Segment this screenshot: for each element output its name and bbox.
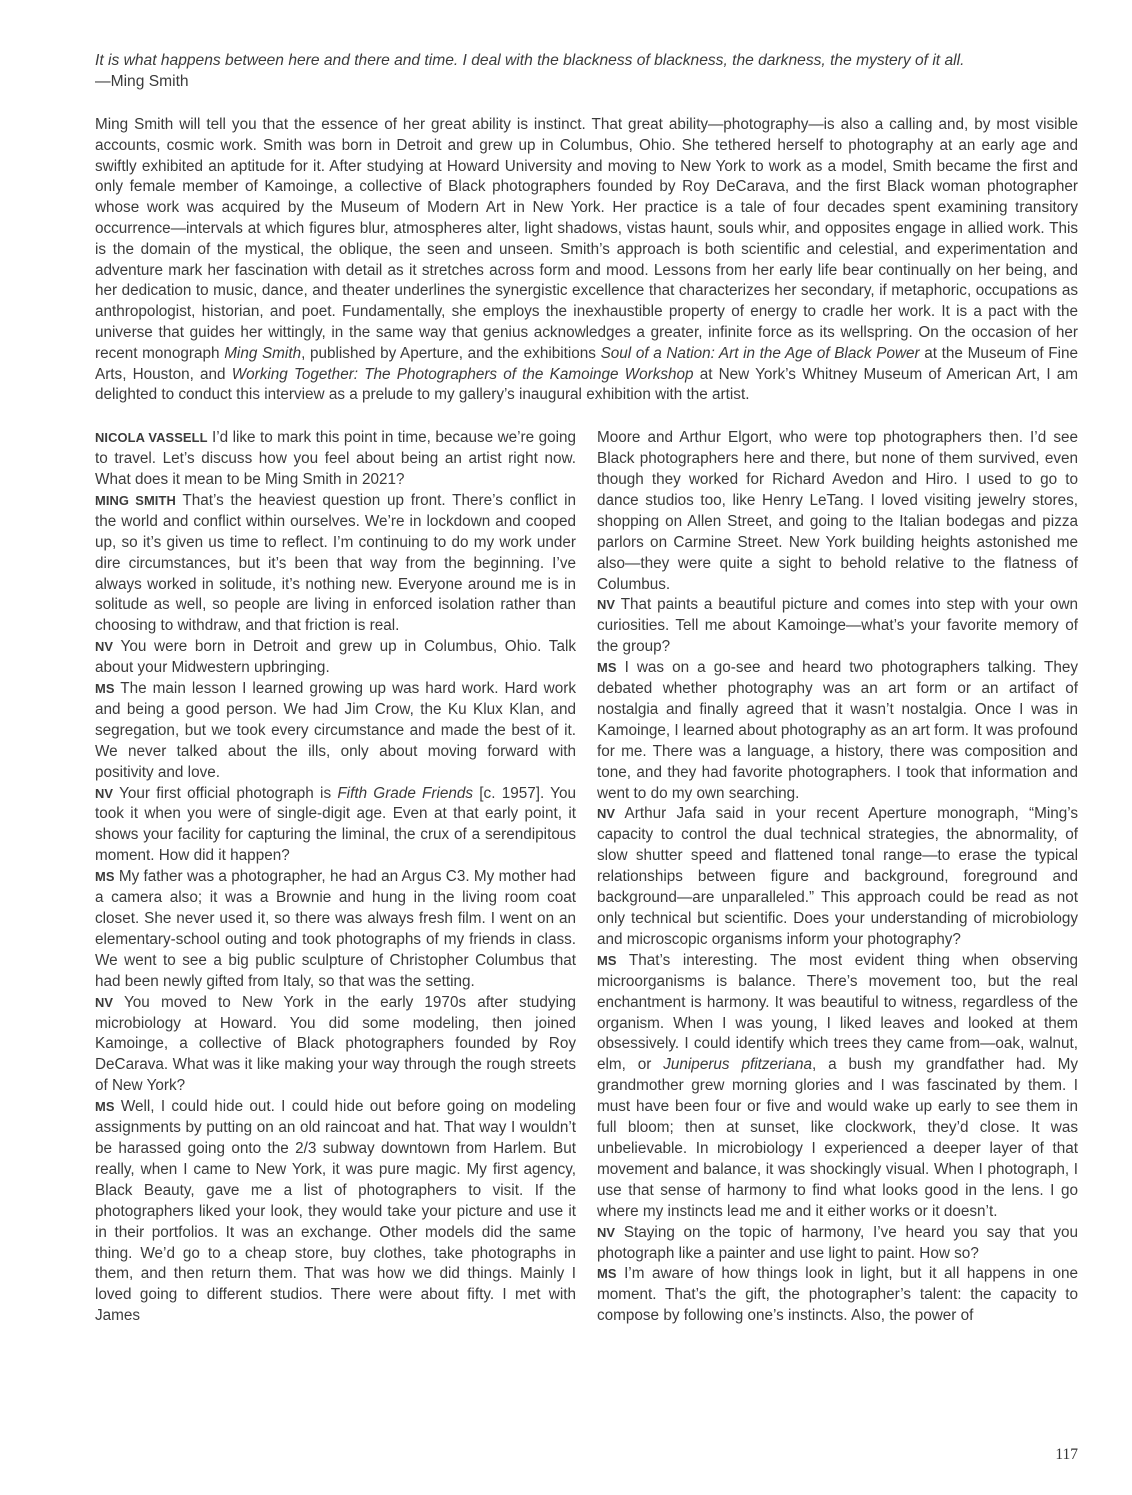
paragraph-text: Staying on the topic of harmony, I’ve heard you say that you photograph like a painter and use light to paint. How so? <box>597 1223 1079 1262</box>
paragraph-text: Moore and Arthur Elgort, who were top photographers then. I’d see Black photographers here and there, but none of them survived, even though they worked for Richard Avedon and Hiro. I used to go to dance studios too, like Henry LeTang. I loved visiting jewelry stores, shopping on Allen Street, and going to the Italian bodegas and pizza parlors on Carmine Street. New York building heights astonished me also—they were quite a sight to behold relative to the flatness of Columbus. <box>597 429 1078 593</box>
interview-paragraph <box>95 679 576 784</box>
interview-paragraph <box>95 1097 576 1327</box>
epigraph <box>95 50 1078 92</box>
speaker-label: MING SMITH <box>95 492 176 508</box>
paragraph-text: Well, I could hide out. I could hide out before going on modeling assignments by putting on an old raincoat and hat. That way I wouldn’t be harassed going onto the 2/3 subway downtown from Harlem. But really, when I came to New York, it was pure magic. My first agency, Black Beauty, gave me a list of photographers to visit. If the photographers liked your look, they would take your picture and use it in their portfolios. It was an exchange. Other models did the same thing. We’d go to a cheap store, buy clothes, take photographs in them, and then return them. That was how we did things. Mainly I loved going to different studios. There were about fifty. I met with James <box>95 1098 576 1325</box>
interview-paragraph <box>95 993 576 1098</box>
paragraph-text: You moved to New York in the early 1970s after studying microbiology at Howard. You did some modeling, then joined Kamoinge, a collective of Black photographers founded by Roy DeCarava. What was it like making your way through the rough streets of New York? <box>95 993 576 1095</box>
interview-paragraph <box>597 804 1078 950</box>
interview-paragraph <box>597 1264 1078 1327</box>
interview-paragraph <box>597 1223 1078 1265</box>
interview-column-left <box>95 428 576 1327</box>
interview-paragraph <box>95 428 576 491</box>
paragraph-text: My father was a photographer, he had an Argus C3. My mother had a camera also; it was a Brownie and hung in the living room coat closet. She never used it, so there was always fresh film. I went on an elementary-school outing and took photographs of my friends in class. We went to see a big public sculpture of Christopher Columbus that had been newly gifted from Italy, so that was the setting. <box>95 868 576 990</box>
interview-paragraph <box>597 951 1078 1223</box>
interview-paragraph <box>95 637 576 679</box>
speaker-label: MS <box>597 660 617 676</box>
paragraph-text: That’s the heaviest question up front. There’s conflict in the world and conflict within ourselves. We’re in lockdown and cooped up, so it’s given us time to reflect. I’m continuing to do my work under dire circumstances, but it’s been that way from the beginning. I’ve always worked in solitude, it’s nothing new. Everyone around me is in solitude as well, so people are living in enforced isolation rather than choosing to withdraw, and that friction is real. <box>95 491 576 635</box>
interview-column-right <box>597 428 1078 1327</box>
intro-paragraph: Ming Smith will tell you that the essence of her great ability is instinct. That great ability—photography—is also a calling and, by most visible accounts, cosmic work. Smith was born in Detroit and grew up in Columbus, Ohio. She tethered herself to photography at an early age and swiftly exhibited an aptitude for it. After studying at Howard University and moving to New York to work as a model, Smith became the first and only female member of Kamoinge, a collective of Black photographers founded by Roy DeCarava, and the first Black woman photographer whose work was acquired by the Museum of Modern Art in New York. Her practice is a tale of four decades spent examining transitory occurrence—intervals at which figures blur, atmospheres alter, light shadows, vistas haunt, souls whir, and opposites engage in allied work. This is the domain of the mystical, the oblique, the seen and unseen. Smith’s approach is both scientific and celestial, and experimentation and adventure mark her fascination with detail as it stretches across form and mood. Lessons from her early life bear continually on her being, and her dedication to music, dance, and theater underlines the synergistic excellence that characterizes her secondary, if metaphoric, occupations as anthropologist, historian, and poet. Fundamentally, she employs the inexhaustible property of energy to cradle her work. It is a pact with the universe that guides her wittingly, in the same way that genius acknowledges a greater, infinite force as its wellspring. On the occasion of her recent monograph Ming Smith, published by Aperture, and the exhibitions Soul of a Nation: Art in the Age of Black Power at the Museum of Fine Arts, Houston, and Working Together: The Photographers of the Kamoinge Workshop at New York’s Whitney Museum of American Art, I am delighted to conduct this interview as a prelude to my gallery’s inaugural exhibition with the artist. <box>95 116 1079 404</box>
interview-paragraph <box>597 595 1078 658</box>
page-number: 117 <box>1055 1446 1078 1463</box>
interview-paragraph <box>95 491 576 637</box>
speaker-label: NV <box>95 785 114 801</box>
speaker-label: NV <box>597 597 616 613</box>
paragraph-text: I’m aware of how things look in light, but it all happens in one moment. That’s the gift, the photographer’s talent: the capacity to compose by following one’s instincts. Also, the power of <box>597 1265 1079 1325</box>
speaker-label: NV <box>597 1224 616 1240</box>
speaker-label: MS <box>597 952 617 968</box>
speaker-label: MS <box>597 1266 617 1282</box>
speaker-label: MS <box>95 1099 115 1115</box>
paragraph-text: That’s interesting. The most evident thing when observing microorganisms is balance. There’s movement too, but the real enchantment is harmony. It was beautiful to witness, regardless of the organism. When I was young, I liked leaves and looked at them obsessively. I could identify which trees they came from—oak, walnut, elm, or Juniperus pfitzeriana, a bush my grandfather had. My grandmother grew morning glories and I was fascinated by them. I must have been four or five and would wake up early to see them in full bloom; then at sunset, like clockwork, they’d close. It was unbelievable. In microbiology I experienced a deeper layer of that movement and balance, it was shockingly visual. When I photograph, I use that sense of harmony to find what looks good in the lens. I go where my instincts lead me and it either works or it doesn’t. <box>597 951 1078 1220</box>
speaker-label: MS <box>95 681 115 697</box>
speaker-label: NV <box>95 639 114 655</box>
speaker-label: NV <box>95 994 114 1010</box>
paragraph-text: I was on a go-see and heard two photographers talking. They debated whether photography was an art form or an artifact of nostalgia and finally agreed that it wasn’t nostalgia. Once I was in Kamoinge, I learned about photography as an art form. It was profound for me. There was a language, a history, there was composition and tone, and they had favorite photographers. I took that information and went to do my own searching. <box>597 659 1078 802</box>
paragraph-text: Arthur Jafa said in your recent Aperture monograph, “Ming’s capacity to control the dual technical strategies, the abnormality, of slow shutter speed and flattened tonal range—to erase the typical relationships between figure and background, foreground and background—are unparalleled.” This approach could be read as not only technical but scientific. Does your understanding of microbiology and microscopic organisms inform your photography? <box>597 805 1079 948</box>
paragraph-text: You were born in Detroit and grew up in Columbus, Ohio. Talk about your Midwestern upbringing. <box>95 638 576 677</box>
speaker-label: NV <box>597 806 616 822</box>
page-content <box>95 50 1078 1327</box>
interview-paragraph <box>95 784 576 868</box>
epigraph-text: It is what happens between here and there and time. I deal with the blackness of blackness, the darkness, the mystery of it all. <box>95 52 965 69</box>
interview-paragraph <box>597 428 1078 595</box>
interview-columns <box>95 428 1078 1327</box>
speaker-label: MS <box>95 869 115 885</box>
interview-paragraph <box>597 658 1078 804</box>
interview-paragraph <box>95 867 576 992</box>
paragraph-text: I’d like to mark this point in time, because we’re going to travel. Let’s discuss how you feel about being an artist right now. What does it mean to be Ming Smith in 2021? <box>95 429 577 488</box>
speaker-label: NICOLA VASSELL <box>95 430 208 446</box>
paragraph-text: Your first official photograph is Fifth Grade Friends [c. 1957]. You took it when you were of single-digit age. Even at that early point, it shows your facility for capturing the liminal, the crux of a serendipitous moment. How did it happen? <box>95 784 576 865</box>
paragraph-text: The main lesson I learned growing up was hard work. Hard work and being a good person. We had Jim Crow, the Ku Klux Klan, and segregation, but we took every circumstance and made the best of it. We never talked about the ills, only about moving forward with positivity and love. <box>95 680 576 781</box>
paragraph-text: That paints a beautiful picture and comes into step with your own curiosities. Tell me about Kamoinge—what’s your favorite memory of the group? <box>597 596 1078 656</box>
epigraph-attribution: —Ming Smith <box>95 73 189 90</box>
